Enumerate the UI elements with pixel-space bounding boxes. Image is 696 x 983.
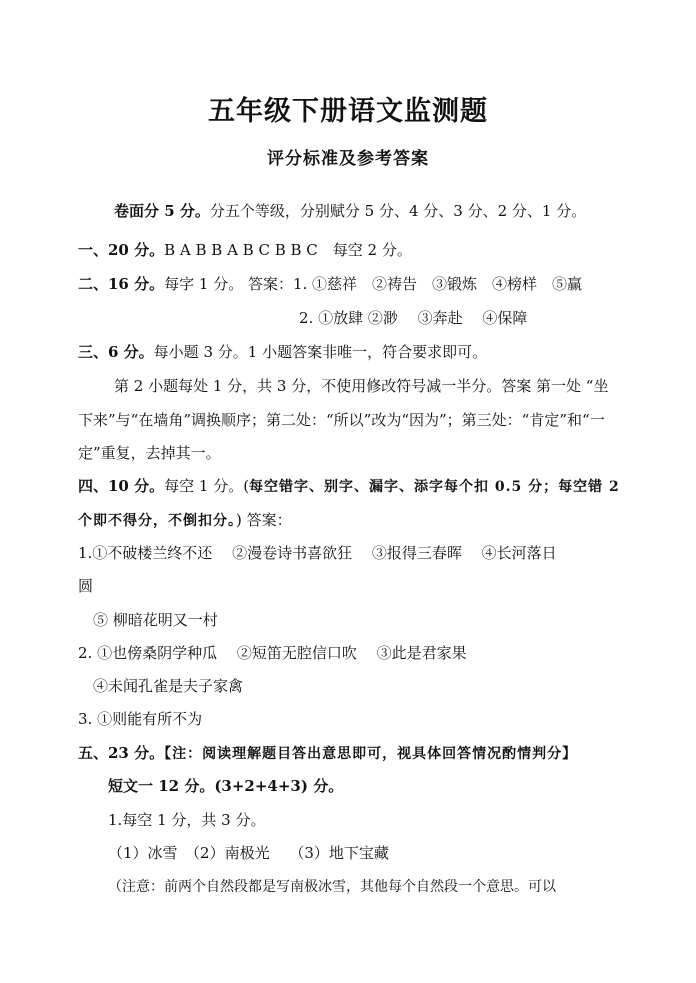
section-4-line <box>78 476 620 497</box>
intro-line <box>114 201 586 221</box>
section-2-answers-1: 每字 1 分。 答案：1. ①慈祥 ②祷告 ③锻炼 ④榜样 ⑤赢 <box>164 275 583 293</box>
section-4-answer-1: 1.①不破楼兰终不还 ②漫卷诗书喜欲狂 ③报得三春晖 ④长河落日 <box>78 544 557 562</box>
section-5-q1-answers: （1）冰雪 （2）南极光 （3）地下宝藏 <box>108 844 389 862</box>
section-5-q1-note: （注意：前两个自然段都是写南极冰雪，其他每个自然段一个意思。可以 <box>108 879 556 895</box>
section-4-text: 每空 1 分。( <box>164 477 250 495</box>
section-2-score: 二、16 分。 <box>78 275 165 293</box>
section-2-line-1 <box>78 274 582 294</box>
section-2-line-2: 2. ①放肆 ②渺 ③奔赴 ④保障 <box>299 309 528 327</box>
section-4-note-2: 个即不得分，不倒扣分。 <box>78 513 236 529</box>
section-4-answer-2b: ④未闻孔雀是夫子家禽 <box>93 677 244 695</box>
section-4-answer-3: 3. ①则能有所不为 <box>78 710 203 728</box>
section-1-score: 一、20 分。 <box>78 241 165 259</box>
section-4-answer-2: 2. ①也傍桑阴学种瓜 ②短笛无腔信口吹 ③此是君家果 <box>78 644 467 662</box>
intro-bold: 卷面分 5 分。 <box>114 202 210 220</box>
section-3-para-3: 定”重复，去掉其一。 <box>78 444 221 462</box>
section-5-sub-text: 短文一 12 分。(3+2+4+3) 分。 <box>108 777 344 795</box>
section-5-sub <box>108 776 343 796</box>
section-1-line <box>78 240 412 260</box>
section-5-q1: 1.每空 1 分，共 3 分。 <box>108 811 266 829</box>
intro-text: 分五个等级，分别赋分 5 分、4 分、3 分、2 分、1 分。 <box>209 202 587 220</box>
section-4-answer-1c: ⑤ 柳暗花明又一村 <box>93 611 218 629</box>
section-5-score: 五、23 分。 <box>78 744 165 762</box>
section-3-para-1: 第 2 小题每处 1 分，共 3 分，不使用修改符号减一半分。答案 第一处 “坐 <box>114 377 609 395</box>
section-3-score: 三、6 分。 <box>78 343 154 361</box>
section-1-text: B A B B A B C B B C 每空 2 分。 <box>164 241 412 259</box>
section-5-line <box>78 743 577 764</box>
section-5-note: 【注：阅读理解题目答出意思即可，视具体回答情况酌情判分】 <box>164 746 578 762</box>
section-4-after: ) 答案： <box>236 511 292 529</box>
section-4-line-2 <box>78 510 292 531</box>
section-3-para-2: 下来”与“在墙角”调换顺序；第二处：“所以”改为“因为”；第三处：“肯定”和“一 <box>78 411 605 429</box>
section-3-line <box>78 342 487 362</box>
page-title: 五年级下册语文监测题 <box>208 96 488 127</box>
section-3-text: 每小题 3 分。1 小题答案非唯一，符合要求即可。 <box>153 343 488 361</box>
page-subtitle: 评分标准及参考答案 <box>267 149 429 169</box>
section-4-note: 每空错字、别字、漏字、添字每个扣 0.5 分；每空错 2 <box>249 479 620 495</box>
section-4-answer-1b: 圆 <box>78 577 94 595</box>
section-4-score: 四、10 分。 <box>78 477 165 495</box>
